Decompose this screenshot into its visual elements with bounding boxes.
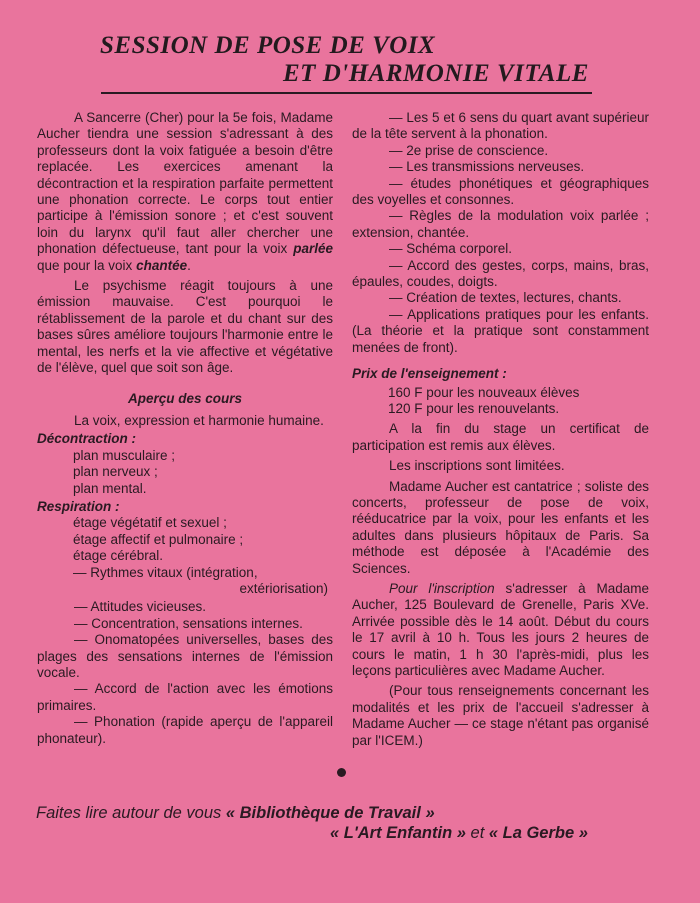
intro-paragraph: A Sancerre (Cher) pour la 5e fois, Madame Aucher tiendra une session s'adressant à des professeurs dont la voix fatiguée a besoin d'être replacée. Les exercices amenant la décontraction et la respiration parfaite permettent une phonation correcte. Le corps tout entier participe à l'émission sonore ; et c'est souvent loin du larynx qu'il faut aller chercher une phonation défectueuse, tant pour la voix parlée que pour la voix chantée. — [37, 110, 333, 273]
list-item: étage affectif et pulmonaire ; — [73, 531, 244, 547]
list-item: — 2e prise de conscience. — [389, 142, 549, 158]
page-title-line1: SESSION DE POSE DE VOIX — [100, 32, 436, 59]
list-item: — Applications pratiques pour les enfants. (La théorie et la pratique sont constamment menées de front). — [352, 306, 649, 355]
list-item-continuation: extériorisation) — [239, 580, 328, 596]
price-item: 120 F pour les renouvelants. — [388, 400, 560, 416]
footer-title-bibliotheque: « Bibliothèque de Travail » — [225, 804, 435, 822]
footer-title-la-gerbe: « La Gerbe » — [488, 824, 588, 842]
list-item: — études phonétiques et géographiques des voyelles et consonnes. — [352, 175, 649, 208]
title-underline — [101, 92, 592, 94]
list-item: — Accord de l'action avec les émotions primaires. — [37, 681, 333, 713]
list-item: étage végétatif et sexuel ; — [73, 515, 227, 531]
list-item: — Concentration, sensations internes. — [74, 615, 303, 631]
apercu-line: La voix, expression et harmonie humaine. — [74, 412, 324, 428]
prix-label: Prix de l'enseignement : — [352, 366, 507, 382]
renseignements-paragraph: (Pour tous renseignements concernant les modalités et les prix de l'accueil s'adresser à Madame Aucher — ce stage n'étant pas organisé par l'ICEM.) — [352, 683, 649, 748]
list-item: — Attitudes vicieuses. — [74, 599, 207, 615]
price-item: 160 F pour les nouveaux élèves — [388, 384, 580, 400]
inscriptions-paragraph: Les inscriptions sont limitées. — [389, 458, 565, 474]
list-item: plan mental. — [73, 480, 147, 496]
certificat-paragraph: A la fin du stage un certificat de participation est remis aux élèves. — [352, 421, 649, 453]
list-item: plan nerveux ; — [73, 464, 158, 480]
left-column — [37, 110, 333, 747]
footer-line2: « L'Art Enfantin » et « La Gerbe » — [330, 824, 588, 842]
list-item: — Règles de la modulation voix parlée ; extension, chantée. — [352, 208, 649, 240]
separator-dot — [337, 768, 346, 777]
list-item: — Accord des gestes, corps, mains, bras, épaules, coudes, doigts. — [352, 257, 649, 290]
inscription-label: Pour l'inscription — [389, 580, 495, 596]
inscription-paragraph: Pour l'inscription s'adresser à Madame Aucher, 125 Boulevard de Grenelle, Paris XVe. Arrivée possible dès le 14 août. Début du cours le 17 avril à 10 h. Tous les jours 2 heures de cours le matin, 1 h 30 l'après-midi, plus les leçons particulières avec Madame Aucher. — [352, 580, 649, 678]
psychisme-paragraph: Le psychisme réagit toujours à une émission mauvaise. C'est pourquoi le rétablissement de la parole et du chant sur des bases sûres améliore toujours l'harmonie entre le mental, les nerfs et la vie affective et végétative de l'élève, quel que soit son âge. — [37, 278, 333, 376]
decontraction-label: Décontraction : — [37, 431, 137, 447]
respiration-label: Respiration : — [37, 498, 120, 514]
list-item: — Phonation (rapide aperçu de l'appareil phonateur). — [37, 714, 333, 746]
footer-line1: Faites lire autour de vous « Bibliothèque de Travail » — [36, 804, 435, 822]
list-item: — Onomatopées universelles, bases des plages des sensations internes de l'émission vocale. — [37, 632, 333, 680]
emphasis-chantee: chantée — [136, 257, 188, 273]
footer-title-art-enfantin: « L'Art Enfantin » — [330, 824, 466, 842]
page-title-line2: ET D'HARMONIE VITALE — [283, 60, 589, 87]
list-item: — Création de textes, lectures, chants. — [389, 290, 622, 306]
right-column — [352, 110, 649, 749]
list-item: plan musculaire ; — [73, 447, 176, 463]
aucher-paragraph: Madame Aucher est cantatrice ; soliste des concerts, professeur de pose de voix, rééducatrice par la voix, pour les enfants et les adultes dans plusieurs hôpitaux de Paris. Sa méthode est déposée à l'Académie des Sciences. — [352, 478, 649, 576]
list-item: — Rythmes vitaux (intégration, — [73, 564, 258, 580]
list-item: étage cérébral. — [73, 548, 164, 564]
list-item: — Les transmissions nerveuses. — [389, 159, 585, 175]
apercu-heading: Aperçu des cours — [127, 390, 243, 406]
list-item: — Schéma corporel. — [389, 241, 513, 257]
list-item: — Les 5 et 6 sens du quart avant supérieur de la tête servent à la phonation. — [352, 110, 649, 142]
emphasis-parlee: parlée — [293, 241, 333, 257]
